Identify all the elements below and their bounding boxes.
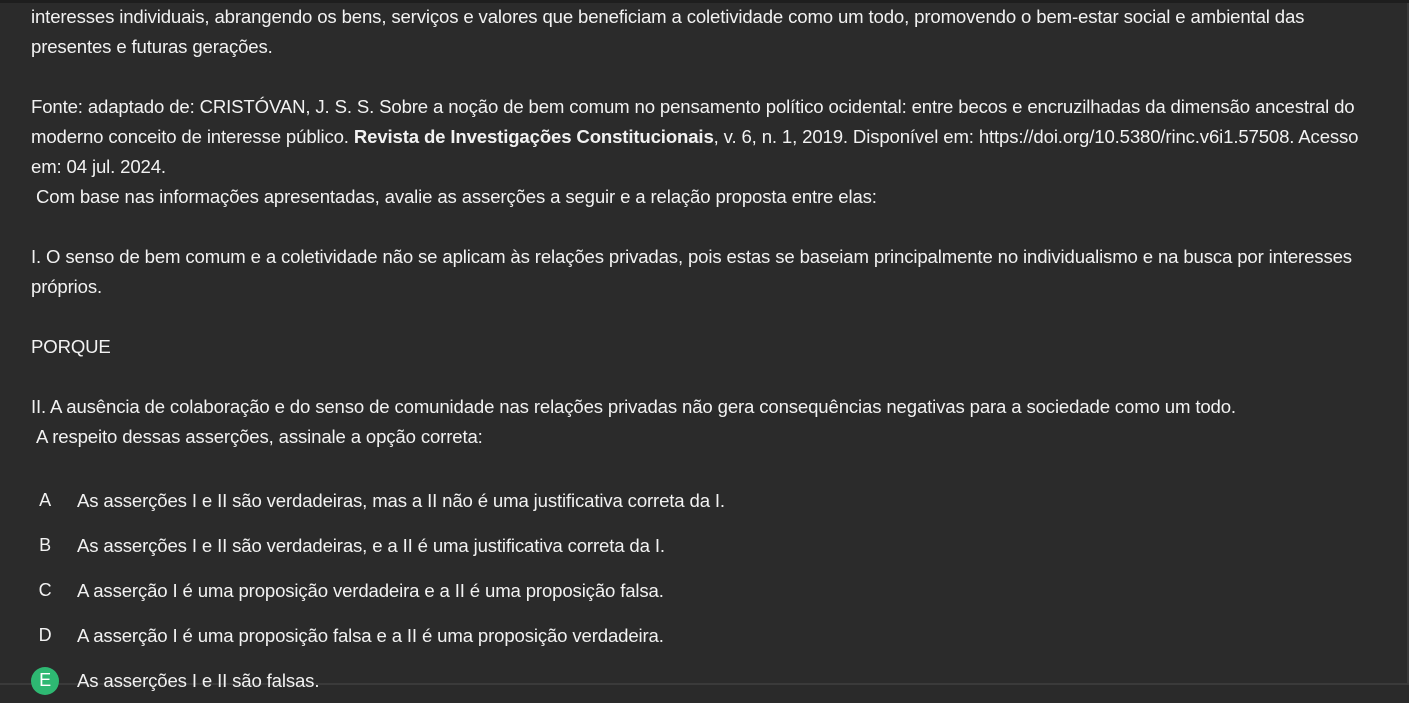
option-text: As asserções I e II são verdadeiras, mas a II não é uma justificativa correta da I. bbox=[77, 489, 725, 511]
answer-prompt: A respeito dessas asserções, assinale a opção correta: bbox=[36, 426, 483, 447]
option-letter: A bbox=[39, 490, 51, 510]
option-letter: B bbox=[39, 535, 51, 555]
option-text: A asserção I é uma proposição verdadeira e a II é uma proposição falsa. bbox=[77, 579, 664, 601]
instruction-text: Com base nas informações apresentadas, avalie as asserções a seguir e a relação proposta entre elas: bbox=[36, 186, 877, 207]
porque-label: PORQUE bbox=[31, 336, 111, 357]
source-line: Fonte: adaptado de: CRISTÓVAN, J. S. S. Sobre a noção de bem comum no pensamento político ocidental: entre becos e encruzilhadas da dimensão ancestral do bbox=[31, 96, 1355, 117]
answer-options bbox=[31, 478, 1376, 703]
option-text: As asserções I e II são verdadeiras, e a II é uma justificativa correta da I. bbox=[77, 534, 665, 556]
assertion-1: I. O senso de bem comum e a coletividade não se aplicam às relações privadas, pois estas se baseiam principalmente no individualismo e na busca por interesses bbox=[31, 246, 1352, 267]
source-line: em: 04 jul. 2024. bbox=[31, 156, 166, 177]
option-letter: D bbox=[38, 625, 52, 645]
assertion-1-cont: próprios. bbox=[31, 276, 102, 297]
assertion-2: II. A ausência de colaboração e do senso de comunidade nas relações privadas não gera consequências negativas para a sociedade como um todo. bbox=[31, 396, 1236, 417]
option-c[interactable] bbox=[31, 568, 1376, 613]
source-line: moderno conceito de interesse público. Revista de Investigações Constitucionais, v. 6, n. 1, 2019. Disponível em: https://doi.org/10.5380/rinc.v6i1.57508. Acesso bbox=[31, 126, 1359, 147]
option-letter-selected: E bbox=[31, 667, 59, 695]
option-text: A asserção I é uma proposição falsa e a II é uma proposição verdadeira. bbox=[77, 624, 664, 646]
option-text: As asserções I e II são falsas. bbox=[77, 669, 320, 691]
journal-title: Revista de Investigações Constitucionais bbox=[353, 126, 714, 147]
context-line: interesses individuais, abrangendo os bens, serviços e valores que beneficiam a coletividade como um todo, promovendo o bem-estar social e ambiental das bbox=[31, 6, 1305, 27]
option-e[interactable] bbox=[31, 658, 1376, 703]
option-letter: C bbox=[38, 580, 52, 600]
option-d[interactable] bbox=[31, 613, 1376, 658]
option-a[interactable] bbox=[31, 478, 1376, 523]
question-text bbox=[31, 2, 1376, 452]
option-b[interactable] bbox=[31, 523, 1376, 568]
context-line: presentes e futuras gerações. bbox=[31, 36, 273, 57]
